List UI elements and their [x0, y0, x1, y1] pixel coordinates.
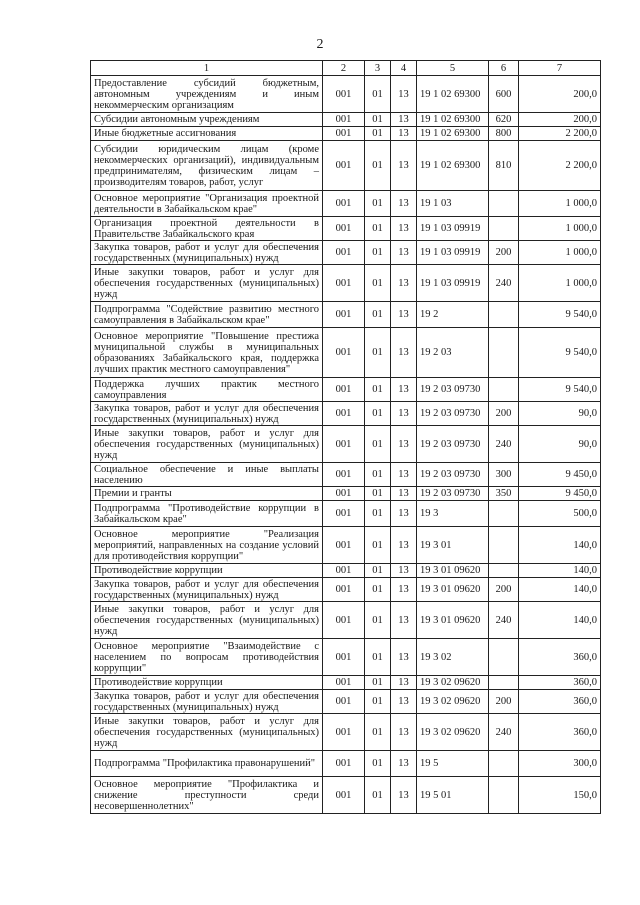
row-expense-type-cell: [489, 328, 519, 378]
row-amount-cell: 360,0: [519, 690, 601, 714]
row-expense-type-cell: 810: [489, 141, 519, 191]
row-name-cell: Основное мероприятие "Профилактика и снижение преступности среди несовершеннолетних": [91, 777, 323, 814]
row-name-cell: Закупка товаров, работ и услуг для обеспечения государственных (муниципальных) нужд: [91, 690, 323, 714]
row-target-code-cell: 19 3: [417, 501, 489, 527]
row-amount-cell: 360,0: [519, 639, 601, 676]
row-section-cell: 01: [365, 302, 391, 328]
row-subsection-cell: 13: [391, 487, 417, 501]
row-target-code-cell: 19 3 02 09620: [417, 714, 489, 751]
row-name-cell: Подпрограмма "Профилактика правонарушений": [91, 751, 323, 777]
row-expense-type-cell: 350: [489, 487, 519, 501]
row-admin-code-cell: 001: [323, 328, 365, 378]
row-section-cell: 01: [365, 402, 391, 426]
row-amount-cell: 140,0: [519, 564, 601, 578]
row-subsection-cell: 13: [391, 127, 417, 141]
header-col-4: 4: [391, 61, 417, 76]
row-name-cell: Иные закупки товаров, работ и услуг для обеспечения государственных (муниципальных) нужд: [91, 426, 323, 463]
header-col-5: 5: [417, 61, 489, 76]
row-target-code-cell: 19 2 03: [417, 328, 489, 378]
row-section-cell: 01: [365, 714, 391, 751]
row-admin-code-cell: 001: [323, 302, 365, 328]
row-name-cell: Противодействие коррупции: [91, 676, 323, 690]
header-col-7: 7: [519, 61, 601, 76]
row-name-cell: Социальное обеспечение и иные выплаты населению: [91, 463, 323, 487]
row-subsection-cell: 13: [391, 602, 417, 639]
row-section-cell: 01: [365, 676, 391, 690]
row-admin-code-cell: 001: [323, 751, 365, 777]
row-target-code-cell: 19 5 01: [417, 777, 489, 814]
row-expense-type-cell: 240: [489, 426, 519, 463]
budget-table: [90, 60, 601, 814]
row-section-cell: 01: [365, 690, 391, 714]
row-expense-type-cell: 600: [489, 76, 519, 113]
row-subsection-cell: 13: [391, 241, 417, 265]
row-admin-code-cell: 001: [323, 639, 365, 676]
row-target-code-cell: 19 2: [417, 302, 489, 328]
header-col-2: 2: [323, 61, 365, 76]
row-subsection-cell: 13: [391, 501, 417, 527]
row-amount-cell: 140,0: [519, 578, 601, 602]
row-subsection-cell: 13: [391, 676, 417, 690]
row-name-cell: Иные закупки товаров, работ и услуг для обеспечения государственных (муниципальных) нужд: [91, 602, 323, 639]
header-col-3: 3: [365, 61, 391, 76]
row-expense-type-cell: 620: [489, 113, 519, 127]
row-subsection-cell: 13: [391, 265, 417, 302]
row-subsection-cell: 13: [391, 639, 417, 676]
row-target-code-cell: 19 1 03 09919: [417, 241, 489, 265]
row-admin-code-cell: 001: [323, 714, 365, 751]
table-row: [91, 76, 601, 113]
row-amount-cell: 1 000,0: [519, 241, 601, 265]
row-target-code-cell: 19 2 03 09730: [417, 402, 489, 426]
row-amount-cell: 1 000,0: [519, 265, 601, 302]
row-subsection-cell: 13: [391, 751, 417, 777]
row-amount-cell: 360,0: [519, 714, 601, 751]
table-row: [91, 487, 601, 501]
row-amount-cell: 9 450,0: [519, 463, 601, 487]
table-row: [91, 426, 601, 463]
row-section-cell: 01: [365, 378, 391, 402]
row-subsection-cell: 13: [391, 564, 417, 578]
row-amount-cell: 300,0: [519, 751, 601, 777]
row-admin-code-cell: 001: [323, 217, 365, 241]
row-subsection-cell: 13: [391, 714, 417, 751]
row-admin-code-cell: 001: [323, 113, 365, 127]
row-subsection-cell: 13: [391, 302, 417, 328]
row-target-code-cell: 19 3 02: [417, 639, 489, 676]
row-expense-type-cell: [489, 378, 519, 402]
row-expense-type-cell: 300: [489, 463, 519, 487]
row-target-code-cell: 19 1 02 69300: [417, 76, 489, 113]
row-admin-code-cell: 001: [323, 527, 365, 564]
row-section-cell: 01: [365, 76, 391, 113]
row-amount-cell: 9 540,0: [519, 302, 601, 328]
row-expense-type-cell: [489, 777, 519, 814]
row-section-cell: 01: [365, 777, 391, 814]
row-name-cell: Иные закупки товаров, работ и услуг для обеспечения государственных (муниципальных) нужд: [91, 265, 323, 302]
row-section-cell: 01: [365, 127, 391, 141]
row-admin-code-cell: 001: [323, 463, 365, 487]
table-row: [91, 241, 601, 265]
table-row: [91, 217, 601, 241]
row-subsection-cell: 13: [391, 141, 417, 191]
row-section-cell: 01: [365, 463, 391, 487]
row-name-cell: Субсидии юридическим лицам (кроме некоммерческих организаций), индивидуальным предпринимателям, физическим лицам – производителям товаров, работ, услуг: [91, 141, 323, 191]
row-amount-cell: 90,0: [519, 426, 601, 463]
row-target-code-cell: 19 3 01: [417, 527, 489, 564]
row-amount-cell: 140,0: [519, 602, 601, 639]
row-name-cell: Закупка товаров, работ и услуг для обеспечения государственных (муниципальных) нужд: [91, 402, 323, 426]
row-admin-code-cell: 001: [323, 564, 365, 578]
row-section-cell: 01: [365, 527, 391, 564]
row-section-cell: 01: [365, 113, 391, 127]
table-row: [91, 639, 601, 676]
row-name-cell: Основное мероприятие "Реализация мероприятий, направленных на создание условий для противодействия коррупции": [91, 527, 323, 564]
row-expense-type-cell: [489, 751, 519, 777]
row-amount-cell: 360,0: [519, 676, 601, 690]
table-row: [91, 302, 601, 328]
row-admin-code-cell: 001: [323, 777, 365, 814]
row-admin-code-cell: 001: [323, 402, 365, 426]
table-row: [91, 751, 601, 777]
row-section-cell: 01: [365, 501, 391, 527]
row-target-code-cell: 19 3 02 09620: [417, 690, 489, 714]
table-row: [91, 463, 601, 487]
row-subsection-cell: 13: [391, 113, 417, 127]
row-section-cell: 01: [365, 328, 391, 378]
row-target-code-cell: 19 1 03 09919: [417, 217, 489, 241]
row-amount-cell: 140,0: [519, 527, 601, 564]
header-col-1: 1: [91, 61, 323, 76]
row-amount-cell: 2 200,0: [519, 127, 601, 141]
row-name-cell: Основное мероприятие "Организация проектной деятельности в Забайкальском крае": [91, 191, 323, 217]
table-row: [91, 328, 601, 378]
row-target-code-cell: 19 2 03 09730: [417, 487, 489, 501]
row-target-code-cell: 19 5: [417, 751, 489, 777]
row-admin-code-cell: 001: [323, 191, 365, 217]
row-subsection-cell: 13: [391, 402, 417, 426]
row-admin-code-cell: 001: [323, 76, 365, 113]
row-expense-type-cell: 200: [489, 690, 519, 714]
row-section-cell: 01: [365, 564, 391, 578]
row-amount-cell: 500,0: [519, 501, 601, 527]
row-target-code-cell: 19 3 01 09620: [417, 564, 489, 578]
row-section-cell: 01: [365, 426, 391, 463]
row-amount-cell: 200,0: [519, 76, 601, 113]
row-expense-type-cell: 200: [489, 402, 519, 426]
row-amount-cell: 1 000,0: [519, 217, 601, 241]
row-subsection-cell: 13: [391, 191, 417, 217]
row-section-cell: 01: [365, 639, 391, 676]
row-admin-code-cell: 001: [323, 501, 365, 527]
row-subsection-cell: 13: [391, 378, 417, 402]
row-name-cell: Закупка товаров, работ и услуг для обеспечения государственных (муниципальных) нужд: [91, 241, 323, 265]
row-expense-type-cell: 200: [489, 241, 519, 265]
row-expense-type-cell: [489, 676, 519, 690]
row-amount-cell: 200,0: [519, 113, 601, 127]
row-section-cell: 01: [365, 487, 391, 501]
row-target-code-cell: 19 1 02 69300: [417, 127, 489, 141]
row-name-cell: Основное мероприятие "Повышение престижа муниципальной службы в муниципальных образованиях Забайкальского края, поддержка лучших практик местного самоуправления": [91, 328, 323, 378]
row-admin-code-cell: 001: [323, 487, 365, 501]
row-target-code-cell: 19 2 03 09730: [417, 463, 489, 487]
row-expense-type-cell: [489, 191, 519, 217]
row-subsection-cell: 13: [391, 328, 417, 378]
row-name-cell: Поддержка лучших практик местного самоуправления: [91, 378, 323, 402]
table-row: [91, 127, 601, 141]
page-number: 2: [316, 37, 324, 52]
table-row: [91, 501, 601, 527]
table-row: [91, 564, 601, 578]
row-target-code-cell: 19 3 01 09620: [417, 602, 489, 639]
table-row: [91, 690, 601, 714]
row-admin-code-cell: 001: [323, 602, 365, 639]
row-admin-code-cell: 001: [323, 241, 365, 265]
row-admin-code-cell: 001: [323, 676, 365, 690]
row-name-cell: Иные закупки товаров, работ и услуг для обеспечения государственных (муниципальных) нужд: [91, 714, 323, 751]
table-row: [91, 578, 601, 602]
row-expense-type-cell: [489, 217, 519, 241]
row-admin-code-cell: 001: [323, 127, 365, 141]
row-section-cell: 01: [365, 191, 391, 217]
table-header-row: [91, 61, 601, 76]
row-target-code-cell: 19 1 02 69300: [417, 113, 489, 127]
row-expense-type-cell: [489, 501, 519, 527]
row-subsection-cell: 13: [391, 217, 417, 241]
row-name-cell: Подпрограмма "Содействие развитию местного самоуправления в Забайкальском крае": [91, 302, 323, 328]
table-row: [91, 777, 601, 814]
row-section-cell: 01: [365, 241, 391, 265]
row-expense-type-cell: [489, 564, 519, 578]
row-amount-cell: 90,0: [519, 402, 601, 426]
row-target-code-cell: 19 2 03 09730: [417, 378, 489, 402]
row-amount-cell: 9 540,0: [519, 378, 601, 402]
row-admin-code-cell: 001: [323, 141, 365, 191]
row-name-cell: Закупка товаров, работ и услуг для обеспечения государственных (муниципальных) нужд: [91, 578, 323, 602]
row-amount-cell: 1 000,0: [519, 191, 601, 217]
row-section-cell: 01: [365, 217, 391, 241]
table-row: [91, 191, 601, 217]
row-section-cell: 01: [365, 602, 391, 639]
row-target-code-cell: 19 1 03: [417, 191, 489, 217]
row-subsection-cell: 13: [391, 578, 417, 602]
row-expense-type-cell: [489, 639, 519, 676]
row-admin-code-cell: 001: [323, 265, 365, 302]
row-subsection-cell: 13: [391, 777, 417, 814]
table-row: [91, 402, 601, 426]
row-name-cell: Иные бюджетные ассигнования: [91, 127, 323, 141]
table-row: [91, 676, 601, 690]
table-row: [91, 265, 601, 302]
row-expense-type-cell: [489, 302, 519, 328]
table-row: [91, 527, 601, 564]
row-amount-cell: 9 540,0: [519, 328, 601, 378]
table-row: [91, 141, 601, 191]
row-target-code-cell: 19 1 03 09919: [417, 265, 489, 302]
row-target-code-cell: 19 3 01 09620: [417, 578, 489, 602]
row-admin-code-cell: 001: [323, 378, 365, 402]
row-subsection-cell: 13: [391, 76, 417, 113]
row-name-cell: Противодействие коррупции: [91, 564, 323, 578]
row-expense-type-cell: [489, 527, 519, 564]
row-name-cell: Предоставление субсидий бюджетным, автономным учреждениям и иным некоммерческим организациям: [91, 76, 323, 113]
row-admin-code-cell: 001: [323, 690, 365, 714]
row-name-cell: Подпрограмма "Противодействие коррупции в Забайкальском крае": [91, 501, 323, 527]
table-row: [91, 378, 601, 402]
row-target-code-cell: 19 1 02 69300: [417, 141, 489, 191]
row-target-code-cell: 19 3 02 09620: [417, 676, 489, 690]
row-expense-type-cell: 240: [489, 602, 519, 639]
row-admin-code-cell: 001: [323, 426, 365, 463]
row-name-cell: Премии и гранты: [91, 487, 323, 501]
row-expense-type-cell: 200: [489, 578, 519, 602]
row-subsection-cell: 13: [391, 426, 417, 463]
row-section-cell: 01: [365, 751, 391, 777]
row-expense-type-cell: 240: [489, 265, 519, 302]
row-amount-cell: 2 200,0: [519, 141, 601, 191]
row-section-cell: 01: [365, 141, 391, 191]
row-name-cell: Основное мероприятие "Взаимодействие с населением по вопросам противодействия коррупции": [91, 639, 323, 676]
table-row: [91, 714, 601, 751]
row-section-cell: 01: [365, 578, 391, 602]
row-amount-cell: 150,0: [519, 777, 601, 814]
row-name-cell: Организация проектной деятельности в Правительстве Забайкальского края: [91, 217, 323, 241]
row-target-code-cell: 19 2 03 09730: [417, 426, 489, 463]
row-expense-type-cell: 800: [489, 127, 519, 141]
row-subsection-cell: 13: [391, 463, 417, 487]
header-col-6: 6: [489, 61, 519, 76]
row-amount-cell: 9 450,0: [519, 487, 601, 501]
row-name-cell: Субсидии автономным учреждениям: [91, 113, 323, 127]
table-row: [91, 113, 601, 127]
table-row: [91, 602, 601, 639]
row-section-cell: 01: [365, 265, 391, 302]
row-subsection-cell: 13: [391, 690, 417, 714]
row-subsection-cell: 13: [391, 527, 417, 564]
row-expense-type-cell: 240: [489, 714, 519, 751]
row-admin-code-cell: 001: [323, 578, 365, 602]
